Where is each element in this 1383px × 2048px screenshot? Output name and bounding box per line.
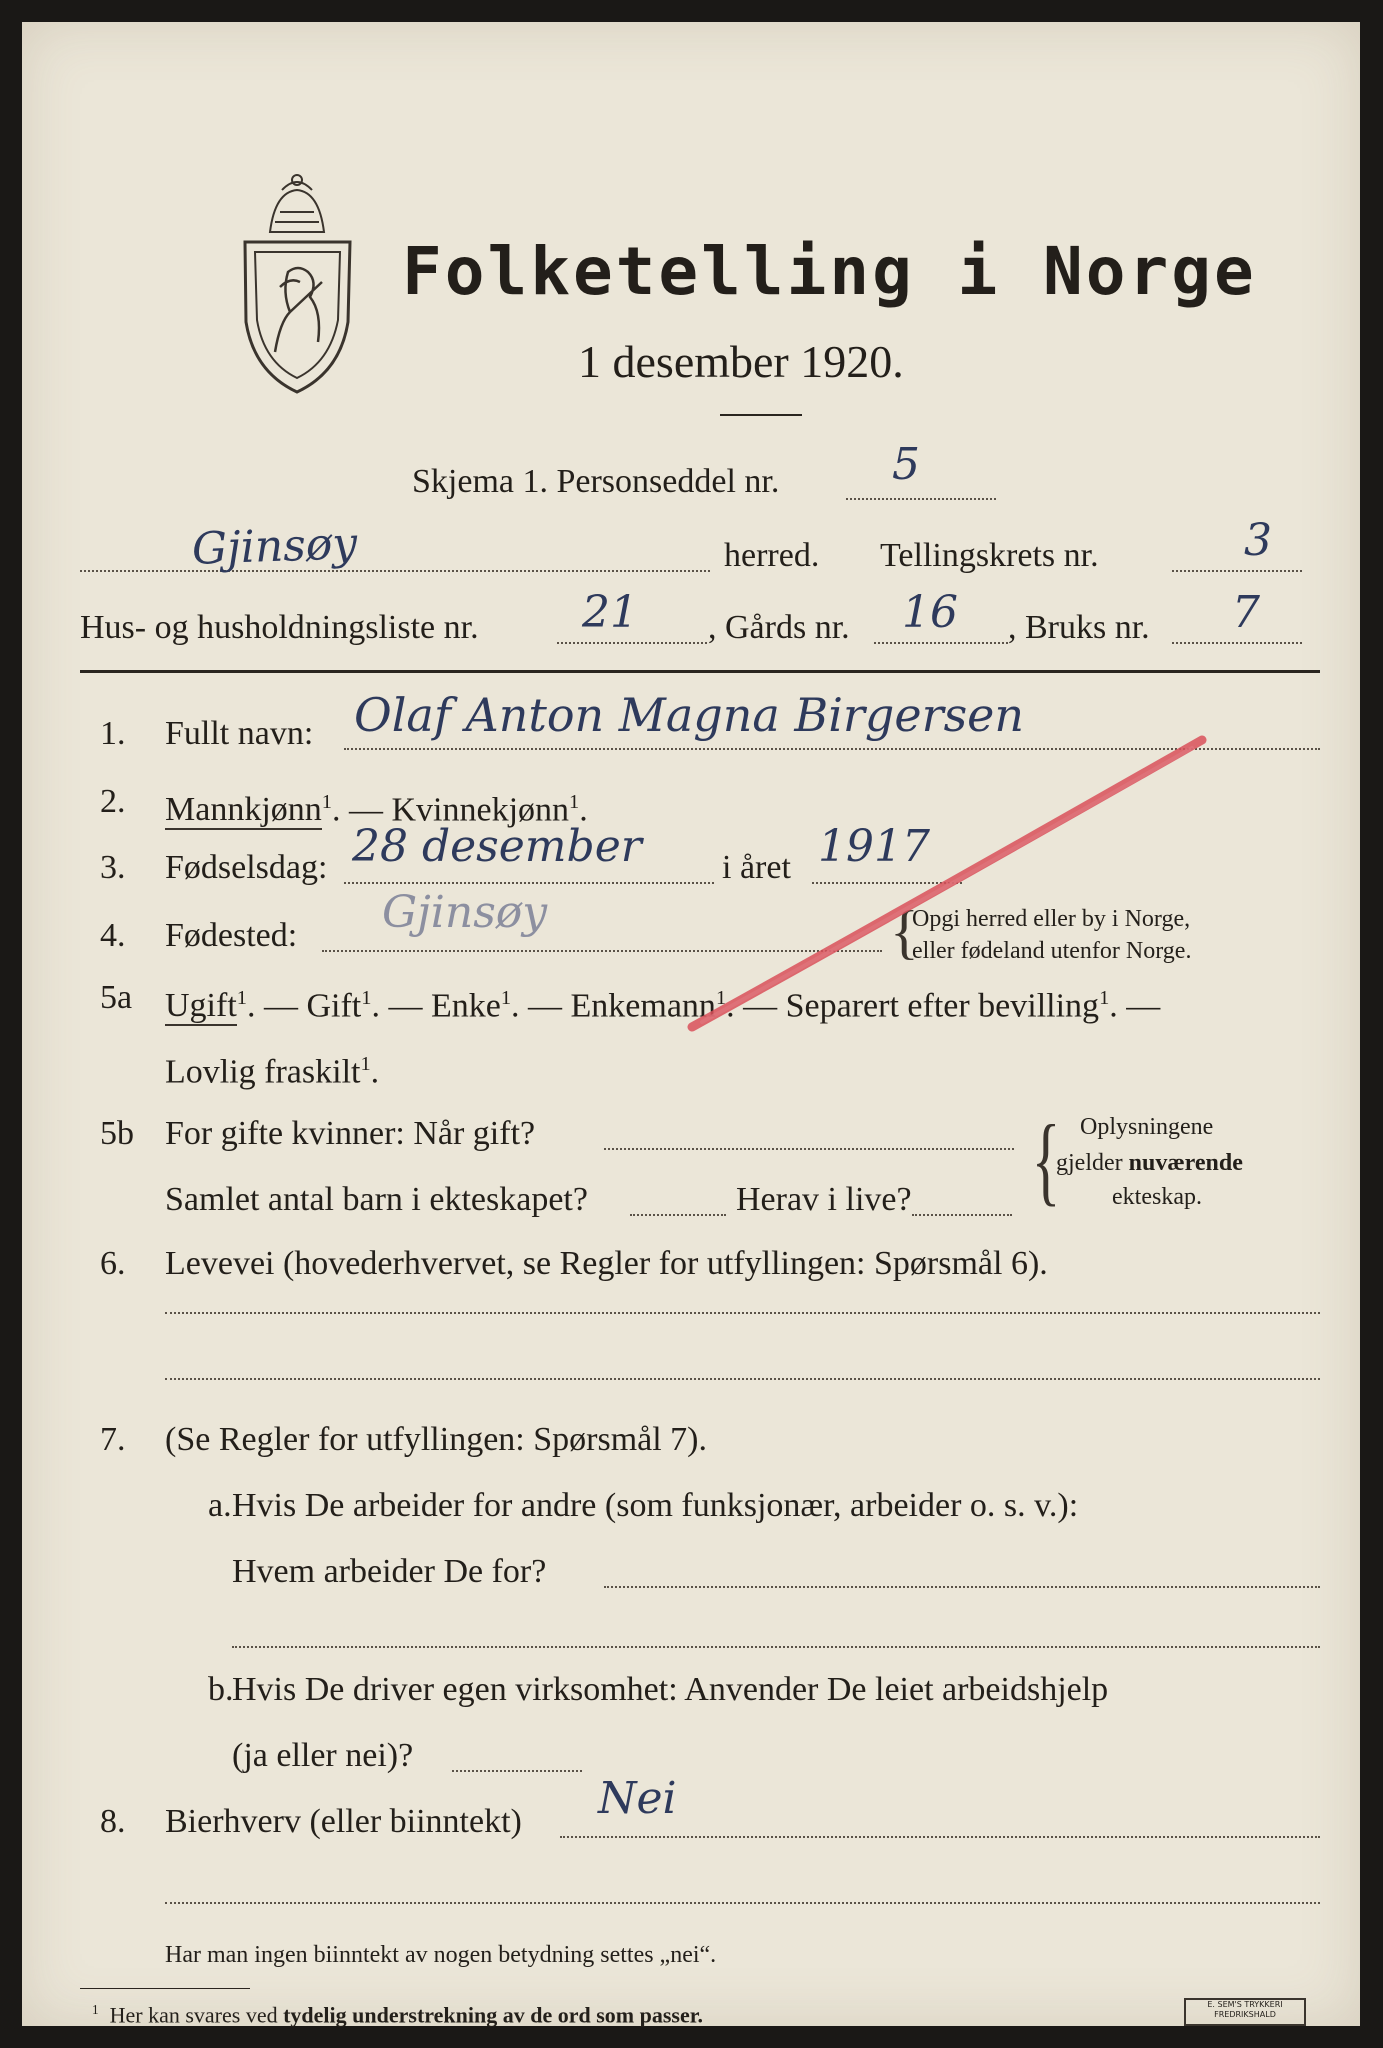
bruks-number[interactable]: 7 xyxy=(1232,587,1260,638)
q5a-options-cont: Lovlig fraskilt$^1$. xyxy=(165,1053,380,1091)
q7b-dotted-line[interactable] xyxy=(452,1770,582,1772)
q7a-dotted-line-2[interactable] xyxy=(232,1646,1320,1648)
husliste-dotted-line xyxy=(557,642,707,644)
live-dotted-line xyxy=(912,1214,1012,1216)
q1-label: Fullt navn: xyxy=(165,715,314,752)
q2-options: Mannkjønn$^1$. — Kvinnekjønn$^1$. xyxy=(165,791,588,829)
census-form-sheet xyxy=(22,22,1360,2026)
q6-dotted-line-2[interactable] xyxy=(165,1378,1320,1380)
personseddel-number[interactable]: 5 xyxy=(892,439,920,490)
q5b-label: For gifte kvinner: Når gift? xyxy=(165,1115,536,1152)
option-lovlig-fraskilt[interactable]: Lovlig fraskilt xyxy=(165,1053,361,1091)
q7b-question: (ja eller nei)? xyxy=(232,1737,414,1774)
year-label: i året xyxy=(722,849,791,886)
gards-label: , Gårds nr. xyxy=(708,609,850,646)
norway-coat-of-arms-icon xyxy=(230,172,365,397)
title-divider xyxy=(720,414,802,416)
q7-number: 7. xyxy=(100,1421,126,1458)
krets-dotted-line xyxy=(1172,570,1302,572)
red-pencil-strike xyxy=(682,722,1222,1042)
option-ugift[interactable]: Ugift xyxy=(165,987,237,1025)
gards-dotted-line xyxy=(874,642,1008,644)
live-label: Herav i live? xyxy=(736,1181,912,1218)
q3-dotted-line xyxy=(344,882,714,884)
q5b-number: 5b xyxy=(100,1115,134,1152)
q6-dotted-line-1[interactable] xyxy=(165,1312,1320,1314)
birth-day-value[interactable]: 28 desember xyxy=(352,821,642,872)
option-separert[interactable]: Separert efter bevilling xyxy=(785,987,1100,1025)
q8-label: Bierhverv (eller biinntekt) xyxy=(165,1803,522,1840)
bierhverv-value[interactable]: Nei xyxy=(598,1773,677,1824)
q6-number: 6. xyxy=(100,1245,126,1282)
q4-note-2: eller fødeland utenfor Norge. xyxy=(912,938,1192,964)
barn-dotted-line xyxy=(630,1214,726,1216)
bruks-dotted-line xyxy=(1172,642,1302,644)
q5b-dotted-line xyxy=(604,1148,1014,1150)
q5b-brace: { xyxy=(1031,1104,1061,1215)
q2-number: 2. xyxy=(100,783,126,820)
schema-dotted-line xyxy=(846,498,996,500)
herred-dotted-line xyxy=(80,570,710,572)
option-enke[interactable]: Enke xyxy=(430,987,501,1025)
q8-dotted-line-2[interactable] xyxy=(165,1902,1320,1904)
form-date: 1 desember 1920. xyxy=(578,336,904,387)
herred-value[interactable]: Gjinsøy xyxy=(191,518,358,575)
option-gift[interactable]: Gift xyxy=(306,987,362,1025)
q3-number: 3. xyxy=(100,849,126,886)
option-kvinnekjonn[interactable]: Kvinnekjønn xyxy=(391,791,570,829)
q7a-dotted-line-1[interactable] xyxy=(604,1586,1320,1588)
q8-dotted-line-1 xyxy=(560,1836,1320,1838)
bruks-label: , Bruks nr. xyxy=(1008,609,1150,646)
option-enkemann[interactable]: Enkemann xyxy=(570,987,716,1025)
form-title: Folketelling i Norge xyxy=(402,233,1257,310)
barn-label: Samlet antal barn i ekteskapet? xyxy=(165,1181,588,1218)
q4-number: 4. xyxy=(100,917,126,954)
birth-year-value[interactable]: 1917 xyxy=(818,821,930,872)
printer-stamp: E. SEM'S TRYKKERI FREDRIKSHALD xyxy=(1184,1998,1306,2026)
q7b-letter: b. xyxy=(208,1671,234,1708)
q7a-label: Hvis De arbeider for andre (som funksjonær, arbeider o. s. v.): xyxy=(232,1487,1079,1524)
q1-number: 1. xyxy=(100,715,126,752)
tellingskrets-label: Tellingskrets nr. xyxy=(880,537,1099,574)
q6-label: Levevei (hovederhvervet, se Regler for utfyllingen: Spørsmål 6). xyxy=(165,1245,1048,1282)
q7a-question: Hvem arbeider De for? xyxy=(232,1553,547,1590)
biinntekt-note: Har man ingen biinntekt av nogen betydning settes „nei“. xyxy=(165,1942,717,1968)
q4-brace: { xyxy=(890,899,919,965)
herred-label: herred. xyxy=(724,537,820,574)
q5b-note-1: Oplysningene xyxy=(1080,1114,1214,1140)
full-name-value[interactable]: Olaf Anton Magna Birgersen xyxy=(354,688,1025,742)
option-mannkjonn[interactable]: Mannkjønn xyxy=(165,791,322,829)
q5b-note-2: gjelder nuværende xyxy=(1056,1150,1243,1176)
tellingskrets-value[interactable]: 3 xyxy=(1244,515,1272,566)
q7b-label: Hvis De driver egen virksomhet: Anvender De leiet arbeidshjelp xyxy=(232,1671,1109,1708)
gards-number[interactable]: 16 xyxy=(902,587,958,638)
footnote-text: $^1$ Her kan svares ved tydelig understrekning av de ord som passer. xyxy=(92,2002,703,2028)
schema-label: Skjema 1. Personseddel nr. xyxy=(412,463,780,500)
husliste-label: Hus- og husholdningsliste nr. xyxy=(80,609,479,646)
q5a-number: 5a xyxy=(100,979,133,1016)
footnote-rule xyxy=(80,1988,250,1989)
q7a-letter: a. xyxy=(208,1487,232,1524)
header-separator xyxy=(80,670,1320,673)
husliste-number[interactable]: 21 xyxy=(582,587,638,638)
q4-label: Fødested: xyxy=(165,917,298,954)
q3-label: Fødselsdag: xyxy=(165,849,328,886)
q7-label: (Se Regler for utfyllingen: Spørsmål 7). xyxy=(165,1421,708,1458)
q4-note-1: Opgi herred eller by i Norge, xyxy=(912,906,1191,932)
q8-number: 8. xyxy=(100,1803,126,1840)
q5b-note-3: ekteskap. xyxy=(1112,1184,1202,1210)
q5a-options: Ugift$^1$. — Gift$^1$. — Enke$^1$. — Enkemann$^1$. — Separert efter bevilling$^1$. — xyxy=(165,987,1161,1025)
birthplace-value[interactable]: Gjinsøy xyxy=(382,887,548,938)
